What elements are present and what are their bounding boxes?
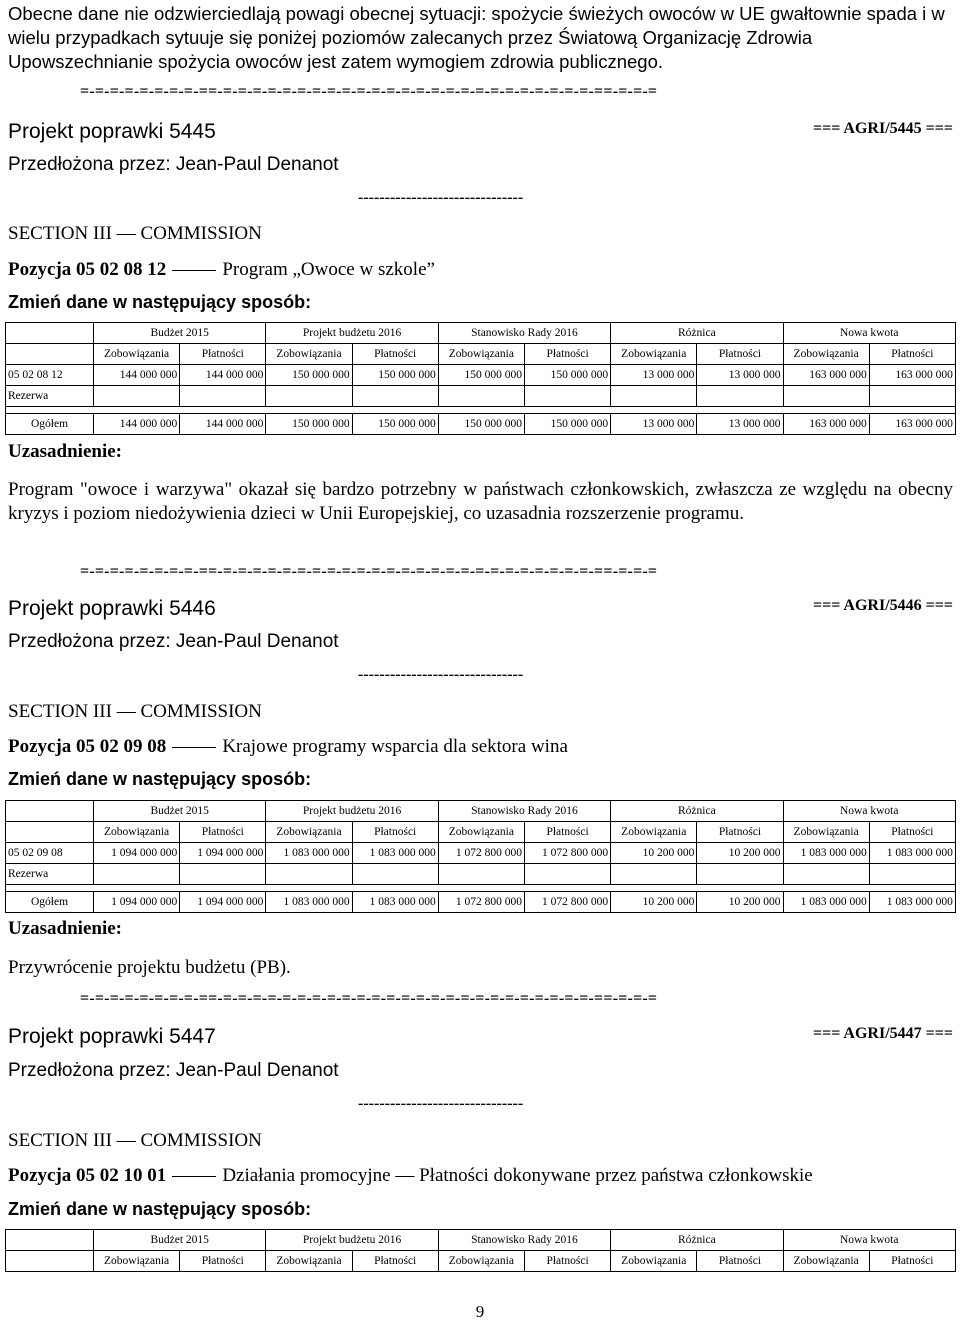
table-cell: 13 000 000 xyxy=(611,365,697,386)
table-cell: 1 083 000 000 xyxy=(352,892,438,913)
total-label: Ogółem xyxy=(6,892,94,913)
header-cell: Różnica xyxy=(611,1230,783,1251)
table-cell: 1 094 000 000 xyxy=(180,843,266,864)
table-cell: 10 200 000 xyxy=(611,843,697,864)
header-cell: Płatności xyxy=(697,344,783,365)
budget-item-heading xyxy=(8,1165,813,1187)
table-cell: 150 000 000 xyxy=(438,414,524,435)
header-cell: Płatności xyxy=(352,822,438,843)
item-code: Pozycja 05 02 10 01 xyxy=(8,1165,167,1186)
dash-line: ------------------------------- xyxy=(358,666,524,683)
amendment-title: Projekt poprawki 5446 xyxy=(8,597,216,620)
header-cell: Budżet 2015 xyxy=(94,323,266,344)
header-cell: Płatności xyxy=(869,1251,955,1272)
header-cell: Płatności xyxy=(524,344,610,365)
table-cell: 150 000 000 xyxy=(352,414,438,435)
header-cell: Zobowiązania xyxy=(94,822,180,843)
justification-label: Uzasadnienie: xyxy=(8,918,122,939)
table-cell: 150 000 000 xyxy=(266,365,352,386)
header-cell: Projekt budżetu 2016 xyxy=(266,801,438,822)
table-row xyxy=(6,843,956,864)
change-label: Zmień dane w następujący sposób: xyxy=(8,1199,312,1219)
table-cell: 1 083 000 000 xyxy=(869,892,955,913)
header-cell: Zobowiązania xyxy=(611,822,697,843)
header-cell: Nowa kwota xyxy=(783,1230,955,1251)
header-cell: Zobowiązania xyxy=(266,822,352,843)
budget-item-heading xyxy=(8,736,568,758)
header-cell: Zobowiązania xyxy=(611,344,697,365)
header-cell: Zobowiązania xyxy=(783,822,869,843)
table-cell: 163 000 000 xyxy=(869,414,955,435)
row-code: 05 02 08 12 xyxy=(6,365,94,386)
justification-text: Przywrócenie projektu budżetu (PB). xyxy=(8,957,291,978)
item-name: Program „Owoce w szkole” xyxy=(222,259,435,280)
item-name: Działania promocyjne — Płatności dokonywane przez państwa członkowskie xyxy=(222,1165,813,1186)
table-cell: 10 200 000 xyxy=(697,843,783,864)
table-cell: 144 000 000 xyxy=(180,414,266,435)
table-row xyxy=(6,365,956,386)
header-cell: Płatności xyxy=(352,1251,438,1272)
header-cell: Stanowisko Rady 2016 xyxy=(438,801,610,822)
table-cell: 1 072 800 000 xyxy=(524,892,610,913)
submitted-by: Przedłożona przez: Jean-Paul Denanot xyxy=(8,1060,339,1081)
header-cell: Nowa kwota xyxy=(783,801,955,822)
table-cell: 1 083 000 000 xyxy=(783,892,869,913)
table-group-header-row xyxy=(6,801,956,822)
budget-table xyxy=(5,1229,956,1272)
header-cell: Projekt budżetu 2016 xyxy=(266,323,438,344)
table-cell: 13 000 000 xyxy=(697,365,783,386)
header-cell: Stanowisko Rady 2016 xyxy=(438,323,610,344)
row-code: 05 02 09 08 xyxy=(6,843,94,864)
header-cell: Zobowiązania xyxy=(266,1251,352,1272)
header-cell: Płatności xyxy=(524,1251,610,1272)
header-cell: Budżet 2015 xyxy=(94,1230,266,1251)
reserve-row xyxy=(6,386,956,407)
item-name: Krajowe programy wsparcia dla sektora wina xyxy=(222,736,568,757)
header-cell: Płatności xyxy=(524,822,610,843)
dash-line: ------------------------------- xyxy=(358,189,524,206)
table-cell: 10 200 000 xyxy=(611,892,697,913)
header-cell: Płatności xyxy=(869,344,955,365)
reserve-label: Rezerwa xyxy=(6,386,94,407)
header-cell: Budżet 2015 xyxy=(94,801,266,822)
em-dash xyxy=(172,747,216,748)
budget-table xyxy=(5,800,956,913)
item-code: Pozycja 05 02 09 08 xyxy=(8,736,167,757)
header-cell: Płatności xyxy=(180,822,266,843)
header-cell: Zobowiązania xyxy=(94,1251,180,1272)
section-heading: SECTION III — COMMISSION xyxy=(8,223,262,244)
table-group-header-row xyxy=(6,323,956,344)
header-cell: Zobowiązania xyxy=(438,822,524,843)
header-cell: Stanowisko Rady 2016 xyxy=(438,1230,610,1251)
table-cell: 144 000 000 xyxy=(94,414,180,435)
budget-item-heading xyxy=(8,259,435,281)
reserve-label: Rezerwa xyxy=(6,864,94,885)
justification-text: Program "owoce i warzywa" okazał się bardzo potrzebny w państwach członkowskich, zwłaszcza ze względu na obecny kryzys i poziom niedożywienia dzieci w Unii Europejskiej, co uzasadnia rozszerzenie programu. xyxy=(8,479,953,524)
item-code: Pozycja 05 02 08 12 xyxy=(8,259,167,280)
header-cell: Zobowiązania xyxy=(611,1251,697,1272)
reserve-row xyxy=(6,864,956,885)
header-cell: Płatności xyxy=(180,1251,266,1272)
change-label: Zmień dane w następujący sposób: xyxy=(8,769,312,789)
table-cell: 1 083 000 000 xyxy=(869,843,955,864)
header-cell: Zobowiązania xyxy=(266,344,352,365)
section-heading: SECTION III — COMMISSION xyxy=(8,701,262,722)
table-cell: 1 072 800 000 xyxy=(524,843,610,864)
page-number: 9 xyxy=(475,1302,485,1321)
total-row xyxy=(6,414,956,435)
table-cell: 1 083 000 000 xyxy=(266,843,352,864)
table-cell: 1 094 000 000 xyxy=(180,892,266,913)
table-sub-header-row xyxy=(6,822,956,843)
amendment-reference: === AGRI/5446 === xyxy=(812,597,953,614)
header-cell: Płatności xyxy=(697,1251,783,1272)
table-cell: 10 200 000 xyxy=(697,892,783,913)
table-group-header-row xyxy=(6,1230,956,1251)
header-cell: Płatności xyxy=(180,344,266,365)
table-cell: 1 083 000 000 xyxy=(266,892,352,913)
section-heading: SECTION III — COMMISSION xyxy=(8,1130,262,1151)
header-cell: Zobowiązania xyxy=(783,1251,869,1272)
header-cell: Zobowiązania xyxy=(94,344,180,365)
header-cell: Projekt budżetu 2016 xyxy=(266,1230,438,1251)
em-dash xyxy=(172,1176,216,1177)
table-cell: 150 000 000 xyxy=(524,414,610,435)
table-cell: 144 000 000 xyxy=(94,365,180,386)
table-cell: 150 000 000 xyxy=(438,365,524,386)
table-cell: 150 000 000 xyxy=(524,365,610,386)
change-label: Zmień dane w następujący sposób: xyxy=(8,292,312,312)
table-sub-header-row xyxy=(6,1251,956,1272)
header-cell: Płatności xyxy=(869,822,955,843)
header-cell: Płatności xyxy=(352,344,438,365)
header-cell: Nowa kwota xyxy=(783,323,955,344)
table-cell: 13 000 000 xyxy=(611,414,697,435)
separator-line: =-=-=-=-=-=-=-=-==-=-=-=-=-=-=-=-=-=-=-=-=-=-=-=-=-=-=-=-=-=-=-=-=-=-==-=-=-= xyxy=(80,83,658,100)
justification-label: Uzasadnienie: xyxy=(8,441,122,462)
table-cell: 1 072 800 000 xyxy=(438,892,524,913)
header-cell: Różnica xyxy=(611,323,783,344)
intro-paragraph: Obecne dane nie odzwierciedlają powagi obecnej sytuacji: spożycie świeżych owoców w UE gwałtownie spada i w wielu przypadkach sytuuje się poniżej poziomów zalecanych przez Światową Organizację Zdrowia Upowszechnianie spożycia owoców jest zatem wymogiem zdrowia publicznego. xyxy=(8,3,945,72)
submitted-by: Przedłożona przez: Jean-Paul Denanot xyxy=(8,631,339,652)
dash-line: ------------------------------- xyxy=(358,1095,524,1112)
submitted-by: Przedłożona przez: Jean-Paul Denanot xyxy=(8,154,339,175)
header-cell: Różnica xyxy=(611,801,783,822)
table-cell: 150 000 000 xyxy=(266,414,352,435)
table-cell: 163 000 000 xyxy=(869,365,955,386)
amendment-title: Projekt poprawki 5445 xyxy=(8,120,216,143)
header-cell: Zobowiązania xyxy=(438,1251,524,1272)
separator-line: =-=-=-=-=-=-=-=-==-=-=-=-=-=-=-=-=-=-=-=-=-=-=-=-=-=-=-=-=-=-=-=-=-=-==-=-=-= xyxy=(80,563,658,580)
table-cell: 163 000 000 xyxy=(783,365,869,386)
table-cell: 144 000 000 xyxy=(180,365,266,386)
table-cell: 163 000 000 xyxy=(783,414,869,435)
amendment-reference: === AGRI/5445 === xyxy=(812,120,953,137)
table-cell: 1 094 000 000 xyxy=(94,892,180,913)
budget-table xyxy=(5,322,956,435)
table-cell: 1 094 000 000 xyxy=(94,843,180,864)
table-cell: 1 083 000 000 xyxy=(783,843,869,864)
table-cell: 1 072 800 000 xyxy=(438,843,524,864)
total-row xyxy=(6,892,956,913)
header-cell: Płatności xyxy=(697,822,783,843)
separator-line: =-=-=-=-=-=-=-=-==-=-=-=-=-=-=-=-=-=-=-=-=-=-=-=-=-=-=-=-=-=-=-=-=-=-==-=-=-= xyxy=(80,990,658,1007)
table-cell: 13 000 000 xyxy=(697,414,783,435)
header-cell: Zobowiązania xyxy=(438,344,524,365)
amendment-title: Projekt poprawki 5447 xyxy=(8,1025,216,1048)
header-cell: Zobowiązania xyxy=(783,344,869,365)
table-cell: 150 000 000 xyxy=(352,365,438,386)
amendment-reference: === AGRI/5447 === xyxy=(812,1025,953,1042)
total-label: Ogółem xyxy=(6,414,94,435)
table-sub-header-row xyxy=(6,344,956,365)
em-dash xyxy=(172,270,216,271)
table-cell: 1 083 000 000 xyxy=(352,843,438,864)
